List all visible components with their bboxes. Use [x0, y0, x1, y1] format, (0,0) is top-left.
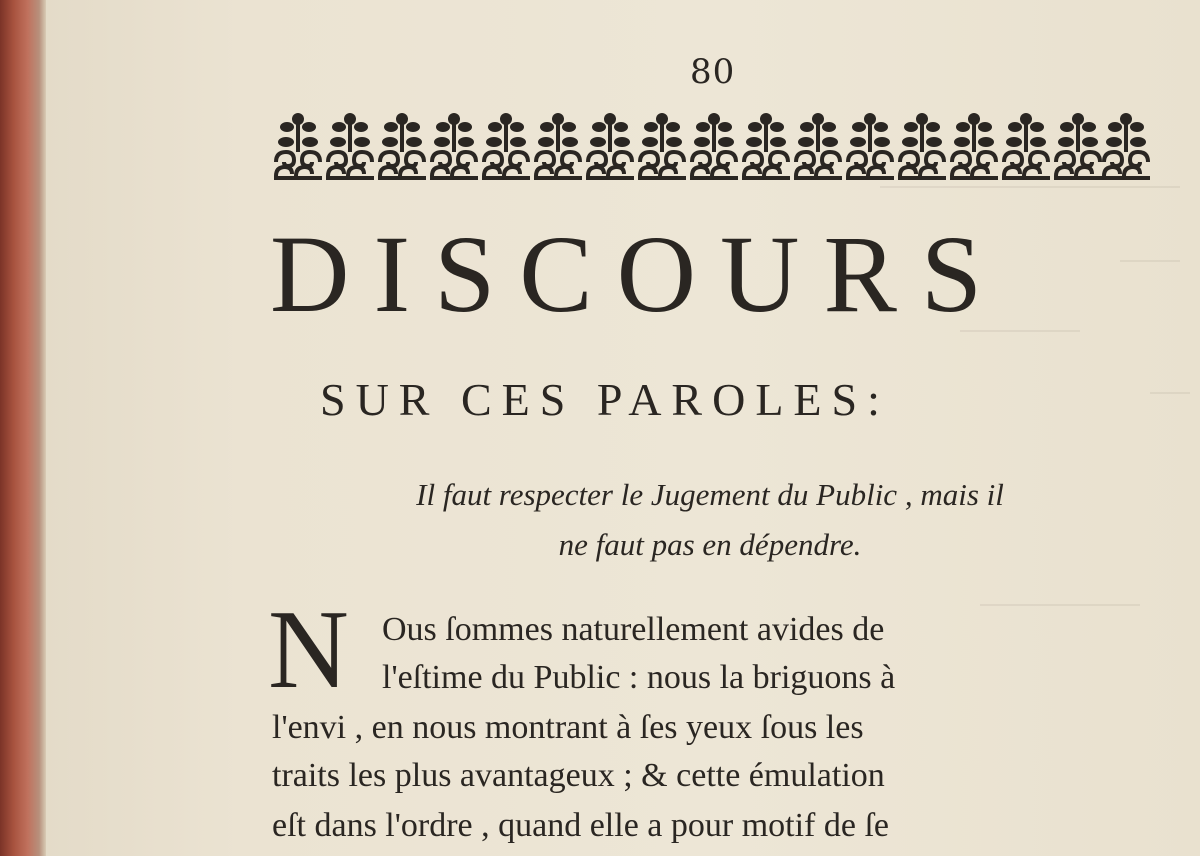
page-title: DISCOURS [270, 213, 1007, 335]
book-binding-edge [0, 0, 46, 856]
show-through-line [1150, 392, 1190, 394]
body-line-3: l'envi , en nous montrant à ſes yeux ſous les [272, 709, 864, 746]
body-line-4: traits les plus avantageux ; & cette émulation [272, 757, 885, 794]
body-line-1: Ous ſommes naturellement avides de [382, 611, 885, 648]
fleuron-band-icon [272, 110, 1152, 184]
body-line-5: eſt dans l'ordre , quand elle a pour motif de ſe [272, 807, 889, 844]
epigraph-quote [270, 470, 1150, 570]
epigraph-line-2: ne faut pas en dépendre. [558, 527, 862, 562]
drop-cap: N [268, 588, 349, 712]
page-subtitle: SUR CES PAROLES: [320, 374, 890, 425]
body-line-2: l'eſtime du Public : nous la briguons à [382, 659, 896, 696]
page-number: 80 [690, 52, 736, 92]
epigraph-line-1: Il faut respecter le Jugement du Public , mais il [416, 477, 1004, 512]
show-through-line [880, 186, 1180, 188]
show-through-line [980, 604, 1140, 606]
